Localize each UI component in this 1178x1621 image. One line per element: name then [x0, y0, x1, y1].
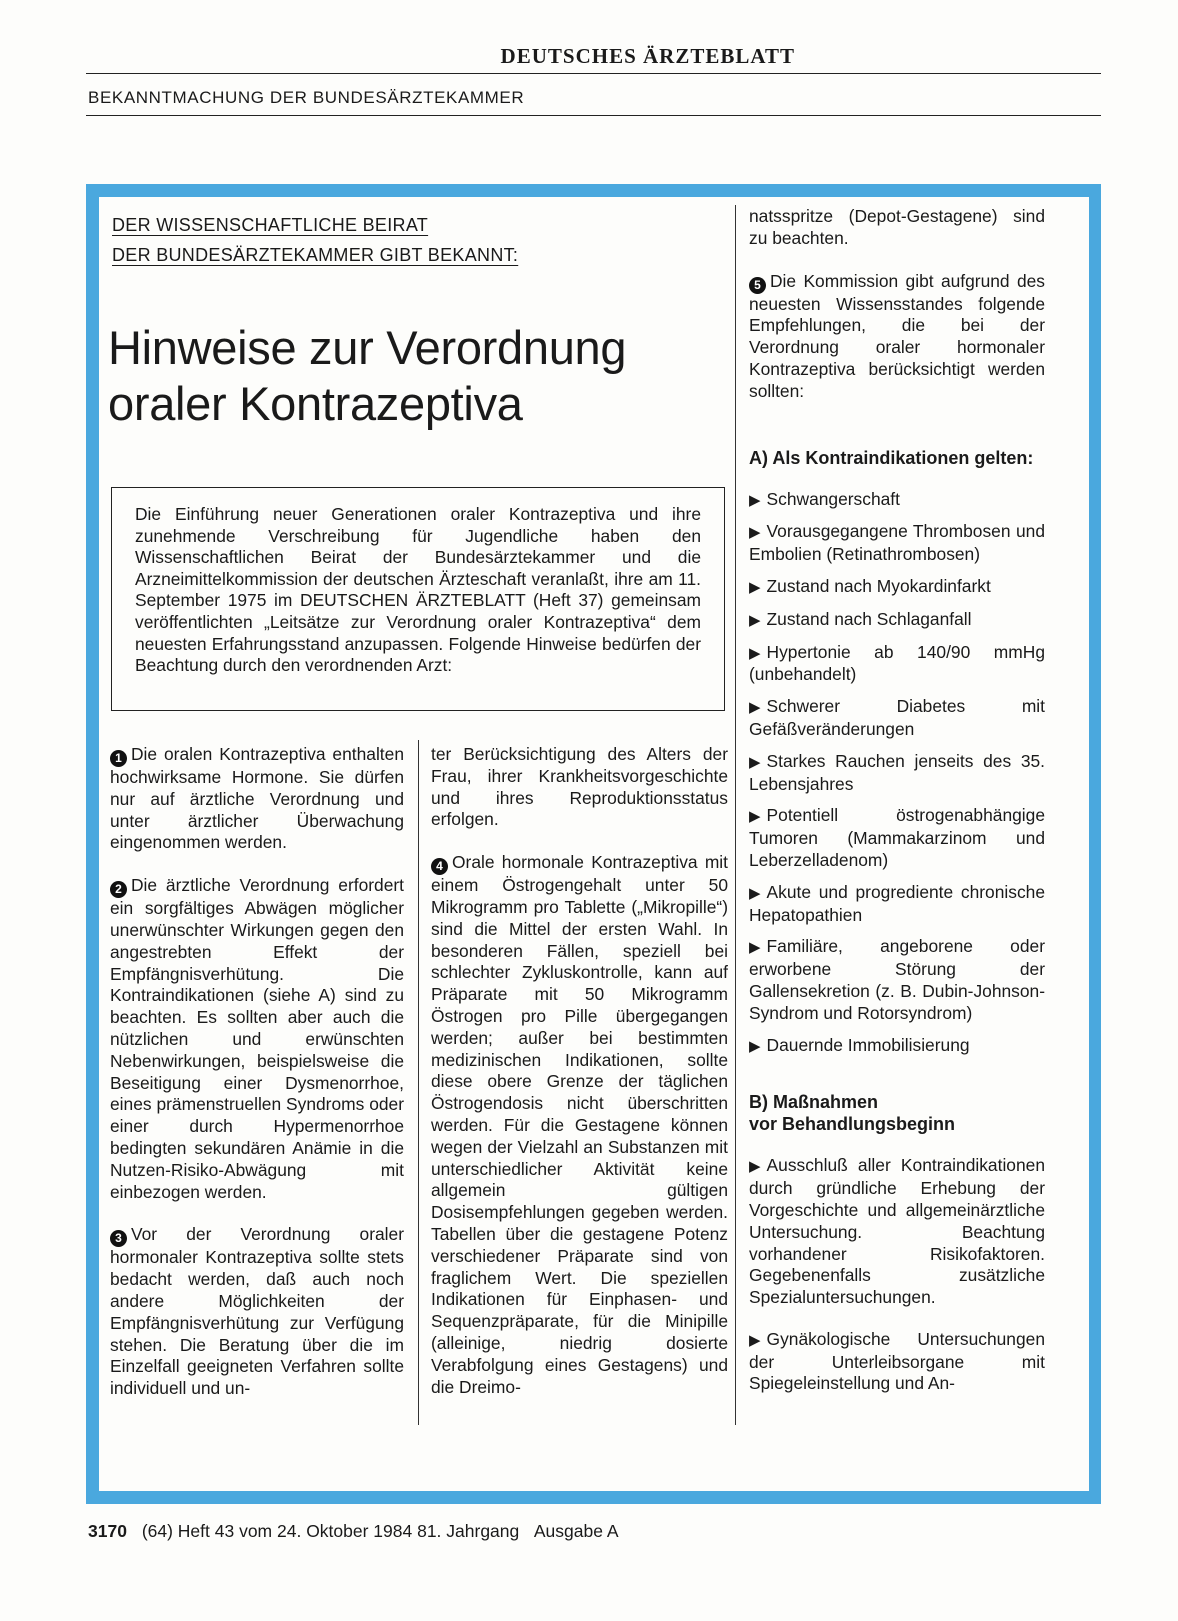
section-rule: [86, 115, 1101, 116]
column-3: [749, 206, 1045, 1415]
paragraph-3: [110, 1224, 404, 1400]
paragraph-4-text: Orale hormonale Kontrazeptiva mit einem Östrogengehalt unter 50 Mikrogramm pro Tablette („Mikropille“) sind die Mittel der ersten Wahl. In besonderen Fällen, speziell bei schlechter Zykluskontrolle, kann auf Präparate mit 50 Mikrogramm Östrogen pro Pille übergegangen werden; außer bei bestimmten medizinischen Indikationen, sollte diese obere Grenze der täglichen Östrogendosis nicht überschritten werden. Für die Gestagene können wegen der Vielzahl an Substanzen mit unterschiedlicher Aktivität keine allgemein gültigen Dosisempfehlungen gegeben werden. Tabellen über die gestagene Potenz verschiedener Präparate sind von fraglichem Wert. Die speziellen Indikationen für Einphasen- und Sequenzpräparate, für die Minipille (alleinige, niedrig dosierte Verabfolgung eines Gestagens) und die Dreimo-: [431, 852, 728, 1397]
article-title: [108, 320, 626, 432]
article-kicker: [112, 210, 518, 270]
list-item: [749, 696, 1045, 741]
paragraph-1-text: Die oralen Kontrazeptiva enthalten hochwirksame Hormone. Sie dürfen nur auf ärztliche Verordnung und unter ärztlicher Überwachung eingenommen werden.: [110, 744, 404, 853]
list-item: [749, 1155, 1045, 1309]
list-item: [749, 805, 1045, 871]
triangle-right-icon: ▶: [749, 644, 761, 662]
list-item: [749, 609, 1045, 632]
list-item-text: Schwerer Diabetes mit Gefäßveränderungen: [749, 696, 1045, 739]
list-item: [749, 576, 1045, 599]
triangle-right-icon: ▶: [749, 1331, 761, 1349]
list-item: [749, 1035, 1045, 1058]
paragraph-3-continued: ter Berücksichtigung des Alters der Frau, ihrer Krankheitsvorgeschichte und ihres Reproduktionsstatus erfolgen.: [431, 744, 728, 830]
list-item: [749, 751, 1045, 796]
paragraph-2: [110, 875, 404, 1203]
title-line-1: Hinweise zur Verordnung: [108, 321, 627, 374]
number-2-icon: 2: [110, 881, 127, 898]
title-line-2: oraler Kontrazeptiva: [108, 377, 523, 430]
triangle-right-icon: ▶: [749, 611, 761, 629]
paragraph-5-text: Die Kommission gibt aufgrund des neuesten Wissensstandes folgende Empfehlungen, die bei der Verordnung oraler hormonaler Kontrazeptiva berücksichtigt werden sollten:: [749, 270, 1045, 401]
section-b-title: [749, 1091, 1045, 1135]
list-item-text: Dauernde Immobilisierung: [766, 1034, 970, 1055]
list-item: [749, 489, 1045, 512]
triangle-right-icon: ▶: [749, 939, 761, 957]
list-item-text: Hypertonie ab 140/90 mmHg (unbehandelt): [749, 641, 1045, 685]
list-item-text: Akute und progrediente chronische Hepatopathien: [749, 881, 1045, 925]
list-item-text: Zustand nach Schlaganfall: [766, 608, 972, 629]
column-1: [110, 744, 404, 1421]
list-item-text: Gynäkologische Untersuchungen der Unterleibsorgane mit Spiegeleinstellung und An-: [749, 1328, 1045, 1394]
list-item-text: Ausschluß aller Kontraindikationen durch gründliche Erhebung der Vorgeschichte und allgemeinärztliche Untersuchung. Beachtung vorhandener Risikofaktoren. Gegebenenfalls zusätzliche Spezialuntersuchungen.: [749, 1155, 1045, 1308]
triangle-right-icon: ▶: [749, 578, 761, 596]
list-item-text: Schwangerschaft: [766, 488, 900, 509]
list-item: [749, 936, 1045, 1024]
column-rule-right: [735, 205, 736, 1425]
edition-info: Ausgabe A: [533, 1521, 619, 1541]
paragraph-4-continued: natsspritze (Depot-Gestagene) sind zu beachten.: [749, 206, 1045, 248]
list-item-text: Vorausgegangene Thrombosen und Embolien (Retinathrombosen): [749, 521, 1045, 565]
paragraph-2-text: Die ärztliche Verordnung erfordert ein sorgfältiges Abwägen möglicher unerwünschter Wirkungen gegen den angestrebten Effekt der Empfängnisverhütung. Die Kontraindikationen (siehe A) sind zu beachten. Es sollten aber auch die nützlichen und erwünschten Nebenwirkungen, beispielsweise die Beseitigung einer Dysmenorrhoe, eines prämenstruellen Syndroms oder einer durch Hypermenorrhoe bedingten sekundären Anämie in die Nutzen-Risiko-Abwägung mit einbezogen werden.: [110, 875, 404, 1202]
number-4-icon: 4: [431, 858, 448, 875]
column-rule-middle: [418, 740, 419, 1425]
paragraph-3-text: Vor der Verordnung oraler hormonaler Kontrazeptiva sollte stets bedacht werden, daß auch noch andere Möglichkeiten der Empfängnisverhütung zur Verfügung stehen. Die Beratung über die im Einzelfall geeigneten Verfahren sollte individuell und un-: [110, 1224, 404, 1399]
masthead: DEUTSCHES ÄRZTEBLATT: [500, 44, 795, 68]
measures-list: [749, 1155, 1045, 1395]
triangle-right-icon: ▶: [749, 1037, 761, 1055]
number-1-icon: 1: [110, 750, 127, 767]
section-b-title-line-1: B) Maßnahmen: [749, 1092, 879, 1113]
column-2: [431, 744, 728, 1419]
contraindications-list: [749, 489, 1045, 1058]
list-item: [749, 521, 1045, 566]
triangle-right-icon: ▶: [749, 491, 761, 509]
list-item-text: Familiäre, angeborene oder erworbene Störung der Gallensekretion (z. B. Dubin-Johnson-Syndrom und Rotorsyndrom): [749, 936, 1045, 1023]
triangle-right-icon: ▶: [749, 884, 761, 902]
kicker-line-2: DER BUNDESÄRZTEKAMMER GIBT BEKANNT:: [112, 245, 519, 265]
list-item-text: Starkes Rauchen jenseits des 35. Lebensjahres: [749, 750, 1045, 794]
list-item: [749, 642, 1045, 687]
page-number: 3170: [88, 1521, 127, 1541]
issue-info: (64) Heft 43 vom 24. Oktober 1984 81. Jahrgang: [141, 1521, 520, 1541]
number-5-icon: 5: [749, 277, 766, 294]
triangle-right-icon: ▶: [749, 753, 761, 771]
section-label: BEKANNTMACHUNG DER BUNDESÄRZTEKAMMER: [88, 88, 525, 107]
page-footer: [88, 1521, 619, 1542]
triangle-right-icon: ▶: [749, 524, 761, 542]
intro-text: Die Einführung neuer Generationen oraler Kontrazeptiva und ihre zunehmende Verschreibung für Jugendliche haben den Wissenschaftlichen Beirat der Bundesärztekammer und die Arzneimittelkommission der deutschen Ärzteschaft veranlaßt, ihre am 11. September 1975 im DEUTSCHEN ÄRZTEBLATT (Heft 37) gemeinsam veröffentlichten „Leitsätze zur Verordnung oraler Kontrazeptiva“ dem neuesten Erfahrungsstand anzupassen. Folgende Hinweise bedürfen der Beachtung durch den verordnenden Arzt:: [135, 504, 701, 676]
masthead-rule: [86, 73, 1101, 74]
paragraph-1: [110, 744, 404, 854]
triangle-right-icon: ▶: [749, 1158, 761, 1176]
section-b-title-line-2: vor Behandlungsbeginn: [749, 1114, 956, 1135]
paragraph-4: [431, 852, 728, 1398]
list-item: [749, 882, 1045, 927]
list-item-text: Zustand nach Myokardinfarkt: [766, 575, 991, 596]
list-item-text: Potentiell östrogenabhängige Tumoren (Mammakarzinom und Leberzelladenom): [749, 805, 1045, 870]
list-item: [749, 1329, 1045, 1395]
number-3-icon: 3: [110, 1230, 127, 1247]
kicker-line-1: DER WISSENSCHAFTLICHE BEIRAT: [112, 215, 429, 235]
paragraph-5: [749, 271, 1045, 403]
triangle-right-icon: ▶: [749, 808, 761, 826]
section-a-title: A) Als Kontraindikationen gelten:: [749, 447, 1034, 468]
triangle-right-icon: ▶: [749, 699, 761, 717]
